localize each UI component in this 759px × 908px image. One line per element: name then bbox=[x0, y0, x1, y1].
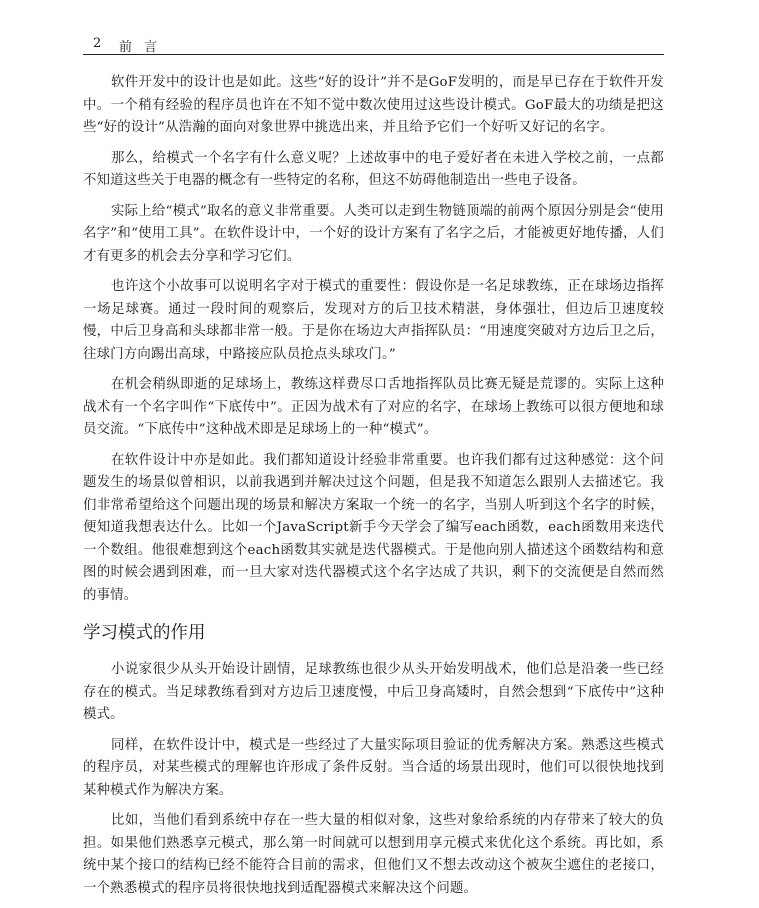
paragraph: 在机会稍纵即逝的足球场上，教练这样费尽口舌地指挥队员比赛无疑是荒谬的。实际上这种战术有一个名字叫作“下底传中”。正因为战术有了对应的名字，在球场上教练可以很方便地和球员交流。“下底传中”这种战术即是足球场上的一种“模式”。 bbox=[83, 377, 664, 437]
paragraph: 小说家很少从头开始设计剧情，足球教练也很少从头开始发明战术，他们总是沿袭一些已经存在的模式。当足球教练看到对方边后卫速度慢，中后卫身高矮时，自然会想到“下底传中”这种模式。 bbox=[83, 662, 664, 722]
paragraph: 那么，给模式一个名字有什么意义呢？上述故事中的电子爱好者在未进入学校之前，一点都不知道这些关于电器的概念有一些特定的名称，但这不妨碍他制造出一些电子设备。 bbox=[83, 150, 664, 188]
paragraph: 也许这个小故事可以说明名字对于模式的重要性：假设你是一名足球教练，正在球场边指挥一场足球赛。通过一段时间的观察后，发现对方的后卫技术精湛，身体强壮，但边后卫速度较慢，中后卫身高和头球都非常一般。于是你在场边大声指挥队员：“用速度突破对方边后卫之后，往球门方向踢出高球，中路接应队员抢点头球攻门。” bbox=[83, 279, 664, 362]
page-number: 2 bbox=[93, 36, 102, 51]
paragraph: 同样，在软件设计中，模式是一些经过了大量实际项目验证的优秀解决方案。熟悉这些模式的程序员，对某些模式的理解也许形成了条件反射。当合适的场景出现时，他们可以很快地找到某种模式作为解决方案。 bbox=[83, 737, 664, 798]
page-body bbox=[83, 72, 664, 908]
paragraph: 实际上给“模式”取名的意义非常重要。人类可以走到生物链顶端的前两个原因分别是会“使用名字”和“使用工具”。在软件设计中，一个好的设计方案有了名字之后，才能被更好地传播，人们才有更多的机会去分享和学习它们。 bbox=[83, 203, 664, 264]
section-heading: 学习模式的作用 bbox=[83, 623, 206, 643]
paragraph: 比如，当他们看到系统中存在一些大量的相似对象，这些对象给系统的内存带来了较大的负担。如果他们熟悉享元模式，那么第一时间就可以想到用享元模式来优化这个系统。再比如，系统中某个接口的结构已经不能符合目前的需求，但他们又不想去改动这个被灰尘遮住的老接口，一个熟悉模式的程序员将很快地找到适配器模式来解决这个问题。 bbox=[83, 813, 664, 896]
running-header bbox=[83, 36, 664, 55]
header-section-title: 前言 bbox=[119, 40, 170, 55]
paragraph: 软件开发中的设计也是如此。这些“好的设计”并不是GoF发明的，而是早已存在于软件开发中。一个稍有经验的程序员也许在不知不觉中数次使用过这些设计模式。GoF最大的功绩是把这些“好的设计”从浩瀚的面向对象世界中挑选出来，并且给予它们一个好听又好记的名字。 bbox=[83, 75, 664, 135]
paragraph: 在软件设计中亦是如此。我们都知道设计经验非常重要。也许我们都有过这种感觉：这个问题发生的场景似曾相识，以前我遇到并解决过这个问题，但是我不知道怎么跟别人去描述它。我们非常希望给这个问题出现的场景和解决方案取一个统一的名字，当别人听到这个名字的时候，便知道我想表达什么。比如一个JavaScript新手今天学会了编写each函数，each函数用来迭代一个数组。他很难想到这个each函数其实就是迭代器模式。于是他向别人描述这个函数结构和意图的时候会遇到困难，而一旦大家对迭代器模式这个名字达成了共识，剩下的交流便是自然而然的事情。 bbox=[83, 452, 664, 603]
